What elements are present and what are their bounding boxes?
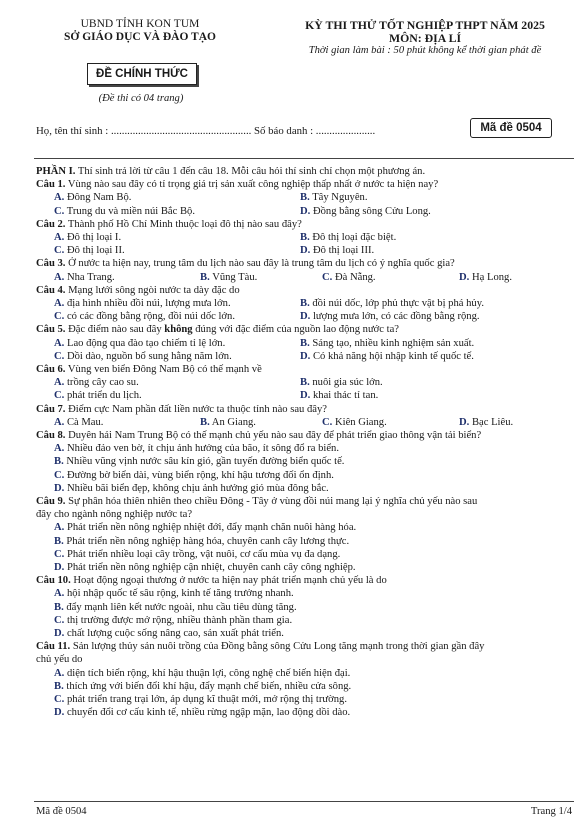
official-exam-label: ĐỀ CHÍNH THỨC [87,63,197,85]
answer-option [54,297,231,310]
option-text: Hạ Long. [471,271,512,283]
option-letter: B. [54,601,64,613]
answer-option [54,482,329,495]
question-stem [36,363,262,376]
answer-option [54,455,344,468]
answer-option [54,271,115,284]
question-number: Câu 2. [36,218,66,230]
footer-exam-code: Mã đề 0504 [36,806,87,817]
option-letter: A. [54,271,65,283]
part-label: PHẦN I. [36,166,76,177]
question-text: Thành phố Hồ Chí Minh thuộc loại đô thị nào sau đây? [67,218,302,230]
option-text: Đồng bằng sông Cửu Long. [312,205,431,217]
option-text: thị trường được mở rộng, nhiều thành phần tham gia. [66,614,293,626]
option-text: địa hình nhiều đồi núi, lượng mưa lớn. [66,298,231,309]
option-text: Đường bờ biển dài, vùng biển rộng, khí hậu tương đối ổn định. [66,469,334,481]
question-number: Câu 11. [36,641,71,653]
option-text: Đà Nẵng. [334,271,376,283]
answer-option [300,310,480,323]
footer-page-number: Trang 1/4 [530,806,572,817]
question-text: Vùng ven biển Đông Nam Bộ có thế mạnh về [67,364,262,375]
question-number: Câu 4. [36,284,66,296]
question-stem [36,284,240,297]
answer-option [54,231,121,244]
option-letter: C. [54,614,65,626]
option-text: Phát triển nền nông nghiệp cận nhiệt, chuyên canh cây công nghiệp. [66,562,356,573]
option-letter: D. [459,271,470,283]
answer-option [54,350,232,363]
question-stem [36,257,455,270]
question-text-continued: chủ yếu do [36,654,83,666]
answer-option [54,337,225,350]
question-text: Sản lượng thủy sản nuôi trồng của Đồng bằng sông Cửu Long tăng mạnh trong thời gian gần đây [72,641,485,653]
header-left-line1: UBND TỈNH KON TUM [80,18,200,30]
option-text: nuôi gia súc lớn. [312,377,383,389]
option-text: Sáng tạo, nhiều kinh nghiệm sản xuất. [312,337,475,349]
part-instruction-text: Thí sinh trả lời từ câu 1 đến câu 18. Mỗi câu hỏi thí sinh chỉ chọn một phương án. [75,166,426,177]
question-text: Hoạt động ngoại thương ở nước ta hiện nay phát triển mạnh chủ yếu là do [73,575,387,587]
footer-divider [34,801,574,802]
answer-option [300,297,484,310]
answer-option [54,469,334,482]
option-letter: A. [54,416,65,428]
answer-option [54,561,356,574]
answer-option [300,389,378,402]
question-number: Câu 5. [36,324,66,336]
option-text: Lao động qua đào tạo chiếm tỉ lệ lớn. [66,337,226,349]
answer-option [300,205,431,218]
part-instruction [36,165,425,178]
option-text: Dồi dào, nguồn bổ sung hằng năm lớn. [66,350,232,362]
student-info-line: Họ, tên thí sinh : .................................................... Số báo danh : ...................... [36,125,376,137]
header-right-line3: Thời gian làm bài : 50 phút không kể thời gian phát đề [308,45,542,56]
option-text: diện tích biển rộng, khí hậu thuận lợi, công nghệ chế biến hiện đại. [66,667,351,679]
option-text: chất lượng cuộc sống nâng cao, sản xuất phát triển. [66,628,284,639]
option-letter: B. [54,680,64,692]
answer-option [322,416,387,429]
question-text: Đặc điểm nào sau đây [68,324,165,336]
option-text: đẩy mạnh liên kết nước ngoài, nhu cầu tiêu dùng tăng. [66,601,297,613]
option-text: Có khả năng hội nhập kinh tế quốc tế. [312,350,474,362]
option-letter: B. [300,232,310,243]
option-letter: C. [54,350,65,362]
option-text: Đô thị loại I. [66,232,122,243]
option-letter: A. [54,298,65,309]
option-letter: A. [54,667,65,679]
option-text: thích ứng với biến đổi khí hậu, đẩy mạnh chế biến, nhiều cửa sông. [66,680,352,692]
option-text: Cà Mau. [66,416,104,428]
answer-option [54,627,284,640]
option-letter: A. [54,588,65,600]
answer-option [54,667,350,680]
answer-option [300,191,368,204]
option-letter: A. [54,443,65,455]
answer-option [300,231,396,244]
question-text: Ở nước ta hiện nay, trung tâm du lịch nào sau đây là trung tâm du lịch có ý nghĩa quốc gia? [68,258,455,270]
option-text: phát triển trang trại lớn, áp dụng kĩ thuật mới, mở rộng thị trường. [66,694,347,705]
option-text: Phát triển nền nông nghiệp hàng hóa, chuyên canh cây lương thực. [66,535,350,547]
answer-option [54,442,339,455]
option-text: Trung du và miền núi Bắc Bộ. [66,205,195,217]
option-letter: A. [54,337,65,349]
option-letter: B. [300,192,310,204]
option-letter: D. [300,311,311,323]
option-letter: D. [300,390,311,402]
question-number: Câu 1. [36,179,66,191]
option-letter: C. [54,548,65,560]
option-letter: D. [54,482,65,494]
question-text: Duyên hải Nam Trung Bộ có thế mạnh chủ yếu nào sau đây để phát triển giao thông vận tải biển? [68,430,482,441]
question-stem [36,429,481,442]
option-letter: A. [54,192,65,204]
question-number: Câu 6. [36,364,66,375]
option-text: Nha Trang. [66,271,115,283]
answer-option [300,350,474,363]
option-letter: D. [300,245,311,257]
answer-option [200,416,256,429]
answer-option [54,693,347,706]
option-letter: B. [200,416,210,428]
option-letter: A. [54,377,65,389]
answer-option [54,244,125,257]
option-letter: A. [54,522,65,534]
option-text: có các đồng bằng rộng, đồi núi dốc lớn. [66,311,235,323]
header-left-line2: SỞ GIÁO DỤC VÀ ĐÀO TẠO [64,31,216,43]
question-stem [36,218,302,231]
question-text: Mạng lưới sông ngòi nước ta dày đặc do [68,284,240,296]
question-text: Vùng nào sau đây có tỉ trọng giá trị sản xuất công nghiệp thấp nhất ở nước ta hiện nay? [67,179,439,191]
option-text: Tây Nguyên. [312,192,368,204]
answer-option [459,416,513,429]
option-letter: C. [54,311,65,323]
question-stem [36,178,438,191]
option-letter: C. [54,205,65,217]
question-number: Câu 7. [36,403,66,415]
answer-option [54,680,351,693]
option-text: khai thác tỉ tan. [312,390,379,402]
option-letter: B. [54,535,64,547]
question-stem [36,640,484,653]
answer-option [54,614,292,627]
option-letter: C. [54,469,65,481]
option-letter: C. [54,245,65,257]
option-text: hội nhập quốc tế sâu rộng, kinh tế tăng trưởng nhanh. [66,588,294,600]
option-letter: C. [54,694,65,705]
answer-option [200,271,257,284]
question-stem [36,495,477,508]
answer-option [54,205,195,218]
answer-option [54,389,142,402]
answer-option [54,310,235,323]
option-text: Nhiều vũng vịnh nước sâu kín gió, gần tuyến đường biển quốc tế. [66,456,345,468]
answer-option [54,706,350,719]
option-letter: D. [54,707,65,719]
option-letter: D. [300,205,311,217]
answer-option [300,244,374,257]
option-text: đồi núi dốc, lớp phủ thực vật bị phá hủy. [312,298,484,309]
question-stem [36,403,327,416]
answer-option [54,191,131,204]
question-stem [36,323,399,336]
answer-option [54,535,349,548]
option-text: Đô thị loại đặc biệt. [312,232,397,243]
answer-option [300,376,383,389]
option-text: Đông Nam Bộ. [66,192,132,204]
header-divider [34,158,574,159]
option-text: Đô thị loại III. [312,245,375,257]
answer-option [54,416,103,429]
option-letter: D. [54,562,65,573]
option-letter: B. [300,298,310,309]
option-letter: B. [300,377,310,389]
option-text: Phát triển nền nông nghiệp nhiệt đới, đẩy mạnh chăn nuôi hàng hóa. [66,522,357,534]
question-number: Câu 3. [36,258,66,270]
option-letter: D. [459,416,470,428]
option-letter: B. [300,337,310,349]
question-text: Sự phân hóa thiên nhiên theo chiều Đông - Tây ở vùng đồi núi mang lại ý nghĩa chủ yếu nào sau [68,496,478,507]
option-text: Nhiều đảo ven bờ, ít chịu ảnh hưởng của bão, ít sông đổ ra biển. [66,443,339,455]
option-letter: C. [322,271,333,283]
option-text: Kiên Giang. [334,416,387,428]
header-right-line1: KỲ THI THỬ TỐT NGHIỆP THPT NĂM 2025 [305,18,545,32]
option-letter: A. [54,232,65,243]
option-text: Phát triển nhiều loại cây trồng, vật nuôi, cơ cấu mùa vụ đa dạng. [66,548,341,560]
option-text: An Giang. [211,416,256,428]
answer-option [54,587,294,600]
question-text: đúng với đặc điểm của nguồn lao động nước ta? [192,324,399,336]
answer-option [54,601,297,614]
answer-option [54,376,139,389]
question-text-emphasis: không [164,324,193,336]
answer-option [54,548,340,561]
question-number: Câu 10. [36,575,71,587]
option-text: Nhiều bãi biển đẹp, không chịu ảnh hưởng gió mùa đông bắc. [66,482,329,494]
option-letter: D. [54,628,65,639]
question-text: Điểm cực Nam phần đất liền nước ta thuộc tỉnh nào sau đây? [68,403,327,415]
option-text: Bạc Liêu. [471,416,514,428]
option-letter: B. [200,271,210,283]
option-text: Vũng Tàu. [212,271,258,283]
question-number: Câu 9. [36,496,66,507]
page-count-note: (Đề thi có 04 trang) [98,93,184,104]
question-stem [36,574,387,587]
answer-option [322,271,376,284]
option-letter: D. [300,350,311,362]
answer-option [300,337,474,350]
option-letter: C. [54,390,65,402]
header-right-line2: MÔN: ĐỊA LÍ [388,31,462,45]
answer-option [459,271,512,284]
exam-code-box: Mã đề 0504 [470,118,552,138]
option-text: phát triển du lịch. [66,390,142,402]
question-number: Câu 8. [36,430,66,441]
option-text: lượng mưa lớn, có các đồng bằng rộng. [312,311,480,323]
option-text: Đô thị loại II. [66,245,125,257]
option-letter: C. [322,416,333,428]
option-letter: B. [54,456,64,468]
answer-option [54,521,356,534]
question-text-continued: đây cho ngành nông nghiệp nước ta? [36,509,193,521]
option-text: chuyển đổi cơ cấu kinh tế, nhiều rừng ngập mặn, lao động dồi dào. [66,707,351,719]
option-text: trồng cây cao su. [66,377,139,389]
